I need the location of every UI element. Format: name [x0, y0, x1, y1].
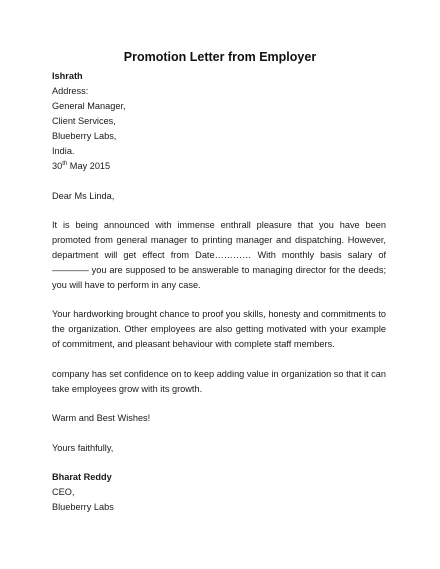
wishes-line: Warm and Best Wishes!: [52, 413, 151, 423]
signer-title: CEO,: [52, 487, 75, 497]
signature-block: [52, 470, 386, 515]
signer-company: Blueberry Labs: [52, 502, 114, 512]
body-paragraph: It is being announced with immense enthrall pleasure that you have been promoted from general manager to printing manager and dispatching. However, department will get effect from Date………… With monthly basis salary of ———— you are supposed to be answerable to managing director for the deeds; you will have to perform in any case.: [52, 220, 386, 290]
date-suffix: th: [62, 160, 68, 167]
address-line: India.: [52, 146, 75, 156]
address-line: Address:: [52, 86, 89, 96]
address-line: Client Services,: [52, 116, 116, 126]
body-paragraph: company has set confidence on to keep adding value in organization so that it can take employees grow with its growth.: [52, 369, 386, 394]
letter-title: Promotion Letter from Employer: [123, 50, 317, 64]
signer-name: Bharat Reddy: [52, 472, 112, 482]
closing-line: Yours faithfully,: [52, 443, 114, 453]
letter-date: [52, 159, 386, 174]
date-day: 30: [52, 161, 63, 171]
body-paragraph: Your hardworking brought chance to proof you skills, honesty and commitments to the organization. Other employees are also getting motivated with your example of commitment, and pleasant behaviour with complete staff members.: [52, 309, 386, 349]
address-line: General Manager,: [52, 101, 126, 111]
salutation: Dear Ms Linda,: [52, 191, 115, 201]
recipient-block: [52, 69, 386, 174]
recipient-name: Ishrath: [52, 71, 83, 81]
date-month-year: May 2015: [67, 161, 111, 171]
address-line: Blueberry Labs,: [52, 131, 117, 141]
